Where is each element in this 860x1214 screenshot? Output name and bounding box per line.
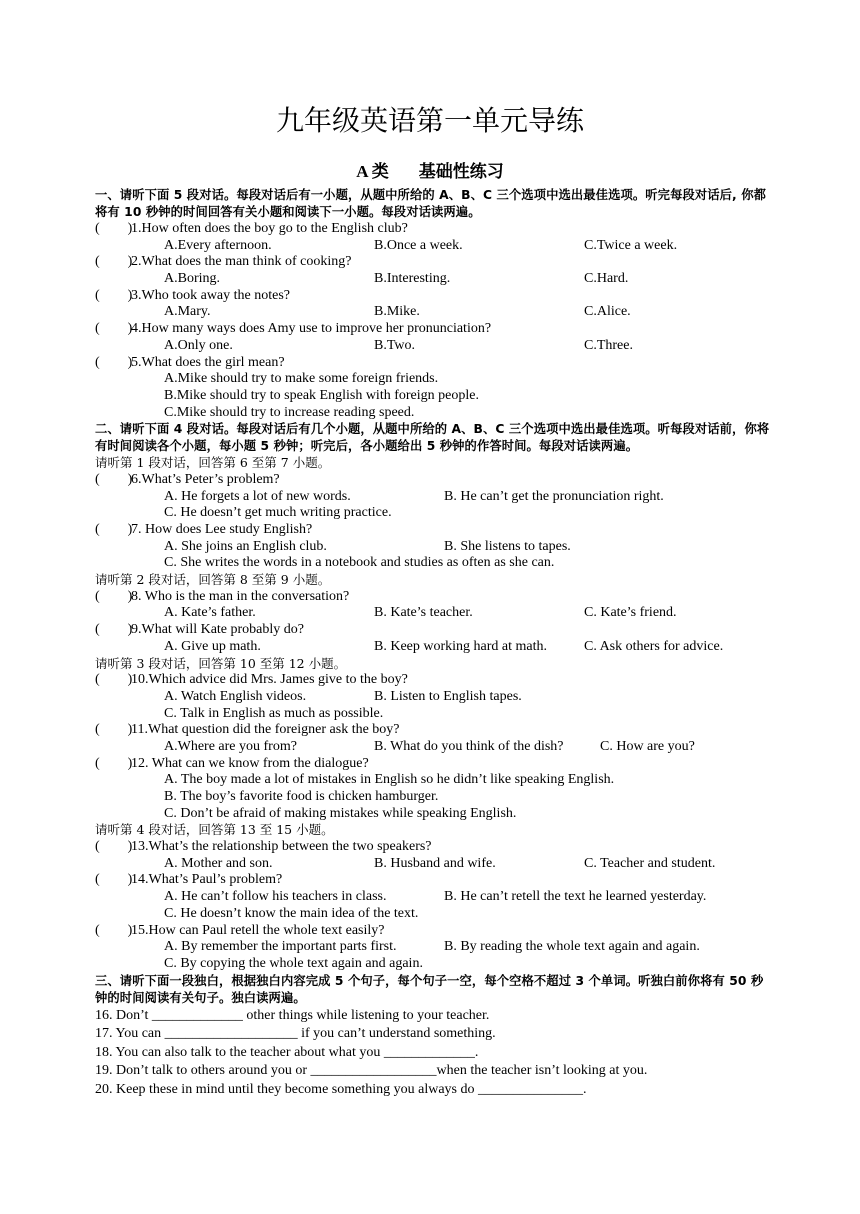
option-c: C. Talk in English as much as possible. (164, 705, 384, 721)
option-a: A. She joins an English club. (164, 538, 327, 554)
answer-bracket[interactable]: ( ) (95, 922, 133, 938)
part-label: A 类 (356, 162, 389, 181)
question-8 (95, 589, 770, 606)
options-8 (95, 605, 770, 622)
answer-bracket[interactable]: ( ) (95, 321, 133, 337)
option-a: A.Mary. (164, 304, 211, 320)
question-9 (95, 622, 770, 639)
option-b: B. He can’t get the pronunciation right. (444, 488, 664, 504)
options-4 (95, 338, 770, 355)
option-b: B. Kate’s teacher. (374, 605, 473, 621)
option-c: C. Don’t be afraid of making mistakes while speaking English. (164, 805, 517, 821)
option-a: A. By remember the important parts first. (164, 939, 397, 955)
option-b: B. What do you think of the dish? (374, 738, 564, 754)
question-11 (95, 722, 770, 739)
part-heading (0, 160, 860, 184)
options-13 (95, 856, 770, 873)
option-a: A. Watch English videos. (164, 688, 307, 704)
options-9 (95, 639, 770, 656)
option-a: A. He can’t follow his teachers in class. (164, 889, 387, 905)
answer-bracket[interactable]: ( ) (95, 287, 133, 303)
question-stem: 3.Who took away the notes? (131, 287, 291, 303)
answer-bracket[interactable]: ( ) (95, 254, 133, 270)
option-c: C.Mike should try to increase reading speed. (164, 404, 415, 420)
answer-bracket[interactable]: ( ) (95, 588, 133, 604)
option-b: B. By reading the whole text again and again. (444, 939, 700, 955)
option-a: A.Every afternoon. (164, 237, 272, 253)
option-b: B. Husband and wife. (374, 855, 496, 871)
option-a: A.Mike should try to make some foreign friends. (164, 371, 439, 387)
fill-in-sentence-17[interactable]: 17. You can ___________________ if you can’t understand something. (95, 1026, 496, 1042)
option-c: C. Ask others for advice. (584, 638, 724, 654)
section1-heading: 一、请听下面 5 段对话。每段对话后有一小题，从题中所给的 A、B、C 三个选项中选出最佳选项。听完每段对话后, 你都将有 10 秒钟的时间回答有关小题和阅读下一小题。每段对话读两遍。 (95, 188, 766, 219)
options-3 (95, 304, 770, 321)
options-10 (95, 689, 770, 706)
option-a: A.Only one. (164, 337, 233, 353)
answer-bracket[interactable]: ( ) (95, 672, 133, 688)
options-14 (95, 889, 770, 906)
option-b: B.Interesting. (374, 271, 451, 287)
option-a: A.Where are you from? (164, 738, 297, 754)
question-stem: 12. What can we know from the dialogue? (131, 755, 369, 771)
options-7 (95, 539, 770, 556)
answer-bracket[interactable]: ( ) (95, 872, 133, 888)
section3-heading: 三、请听下面一段独白，根据独白内容完成 5 个句子，每个句子一空，每个空格不超过 3 个单词。听独白前你将有 50 秒钟的时间阅读有关句子。独白读两遍。 (95, 973, 764, 1005)
fill-in-sentence-20[interactable]: 20. Keep these in mind until they become something you always do _______________. (95, 1081, 587, 1097)
question-3 (95, 288, 770, 305)
question-stem: 4.How many ways does Amy use to improve her pronunciation? (131, 321, 492, 337)
question-12 (95, 756, 770, 773)
answer-bracket[interactable]: ( ) (95, 522, 133, 537)
option-b: B.Once a week. (374, 237, 463, 253)
question-stem: 1.How often does the boy go to the English club? (131, 221, 408, 236)
option-a: A. He forgets a lot of new words. (164, 488, 351, 504)
option-b: B. The boy’s favorite food is chicken hamburger. (164, 789, 439, 804)
question-stem: 9.What will Kate probably do? (131, 622, 305, 638)
question-7 (95, 522, 770, 539)
fill-in-sentence-18[interactable]: 18. You can also talk to the teacher about what you _____________. (95, 1044, 479, 1060)
fill-in-sentence-19[interactable]: 19. Don’t talk to others around you or __________________when the teacher isn’t looking at you. (95, 1063, 648, 1079)
options-6 (95, 489, 770, 506)
option-c: C. By copying the whole text again and again. (164, 955, 423, 971)
answer-bracket[interactable]: ( ) (95, 622, 133, 638)
question-stem: 15.How can Paul retell the whole text easily? (131, 922, 385, 938)
answer-bracket[interactable]: ( ) (95, 755, 133, 771)
question-2 (95, 254, 770, 271)
answer-bracket[interactable]: ( ) (95, 722, 133, 738)
dialogue-3-instruction: 请听第 3 段对话，回答第 10 至第 12 小题。 (95, 655, 347, 671)
question-14 (95, 872, 770, 889)
options-11 (95, 739, 770, 756)
dialogue-4-instruction: 请听第 4 段对话，回答第 13 至 15 小题。 (95, 822, 334, 838)
question-stem: 5.What does the girl mean? (131, 354, 285, 370)
question-1 (95, 221, 770, 238)
option-b: B. She listens to tapes. (444, 538, 571, 554)
option-c: C. How are you? (600, 738, 695, 754)
question-stem: 7. How does Lee study English? (131, 522, 313, 537)
option-a: A. The boy made a lot of mistakes in English so he didn’t like speaking English. (164, 772, 615, 788)
question-stem: 2.What does the man think of cooking? (131, 254, 352, 270)
option-c: C. Kate’s friend. (584, 605, 677, 621)
options-2 (95, 271, 770, 288)
option-a: A. Mother and son. (164, 855, 273, 871)
question-stem: 14.What’s Paul’s problem? (131, 872, 283, 888)
option-c: C. She writes the words in a notebook and studies as often as she can. (164, 555, 555, 571)
question-10 (95, 672, 770, 689)
question-13 (95, 839, 770, 856)
option-c: C. Teacher and student. (584, 855, 716, 871)
option-c: C.Alice. (584, 304, 631, 320)
fill-in-sentence-16[interactable]: 16. Don’t _____________ other things while listening to your teacher. (95, 1007, 490, 1023)
options-1 (95, 238, 770, 255)
option-b: B.Mike should try to speak English with foreign people. (164, 387, 479, 403)
question-stem: 8. Who is the man in the conversation? (131, 588, 350, 604)
section2-heading: 二、请听下面 4 段对话。每段对话后有几个小题，从题中所给的 A、B、C 三个选项中选出最佳选项。听每段对话前，你将有时间阅读各个小题，每小题 5 秒钟；听完后，各小题给出 5 秒钟的作答时间。每段对话读两遍。 (95, 422, 770, 454)
option-a: A. Kate’s father. (164, 605, 256, 621)
question-stem: 13.What’s the relationship between the two speakers? (131, 839, 432, 855)
options-15 (95, 939, 770, 956)
option-b: B.Two. (374, 337, 416, 353)
option-a: A.Boring. (164, 271, 220, 287)
option-b: B. He can’t retell the text he learned yesterday. (444, 889, 707, 905)
answer-bracket[interactable]: ( ) (95, 471, 133, 487)
worksheet-content (95, 187, 770, 1099)
part-name: 基础性练习 (418, 162, 504, 181)
option-a: A. Give up math. (164, 638, 261, 654)
option-b: B. Keep working hard at math. (374, 638, 548, 654)
question-5 (95, 355, 770, 372)
page-title: 九年级英语第一单元导练 (275, 104, 584, 137)
question-stem: 10.Which advice did Mrs. James give to the boy? (131, 672, 408, 688)
option-c: C. He doesn’t know the main idea of the text. (164, 905, 419, 921)
question-6 (95, 472, 770, 489)
option-b: B. Listen to English tapes. (374, 688, 522, 704)
answer-bracket[interactable]: ( ) (95, 839, 133, 855)
option-b: B.Mike. (374, 304, 420, 320)
option-c: C. He doesn’t get much writing practice. (164, 505, 392, 521)
dialogue-1-instruction: 请听第 1 段对话，回答第 6 至第 7 小题。 (95, 455, 331, 471)
option-c: C.Three. (584, 337, 633, 353)
dialogue-2-instruction: 请听第 2 段对话，回答第 8 至第 9 小题。 (95, 572, 331, 588)
question-stem: 6.What’s Peter’s problem? (131, 471, 280, 487)
option-c: C.Hard. (584, 271, 629, 287)
answer-bracket[interactable]: ( ) (95, 354, 133, 370)
option-c: C.Twice a week. (584, 237, 678, 253)
answer-bracket[interactable]: ( ) (95, 221, 133, 236)
question-stem: 11.What question did the foreigner ask the boy? (131, 722, 400, 738)
question-15 (95, 923, 770, 940)
question-4 (95, 321, 770, 338)
